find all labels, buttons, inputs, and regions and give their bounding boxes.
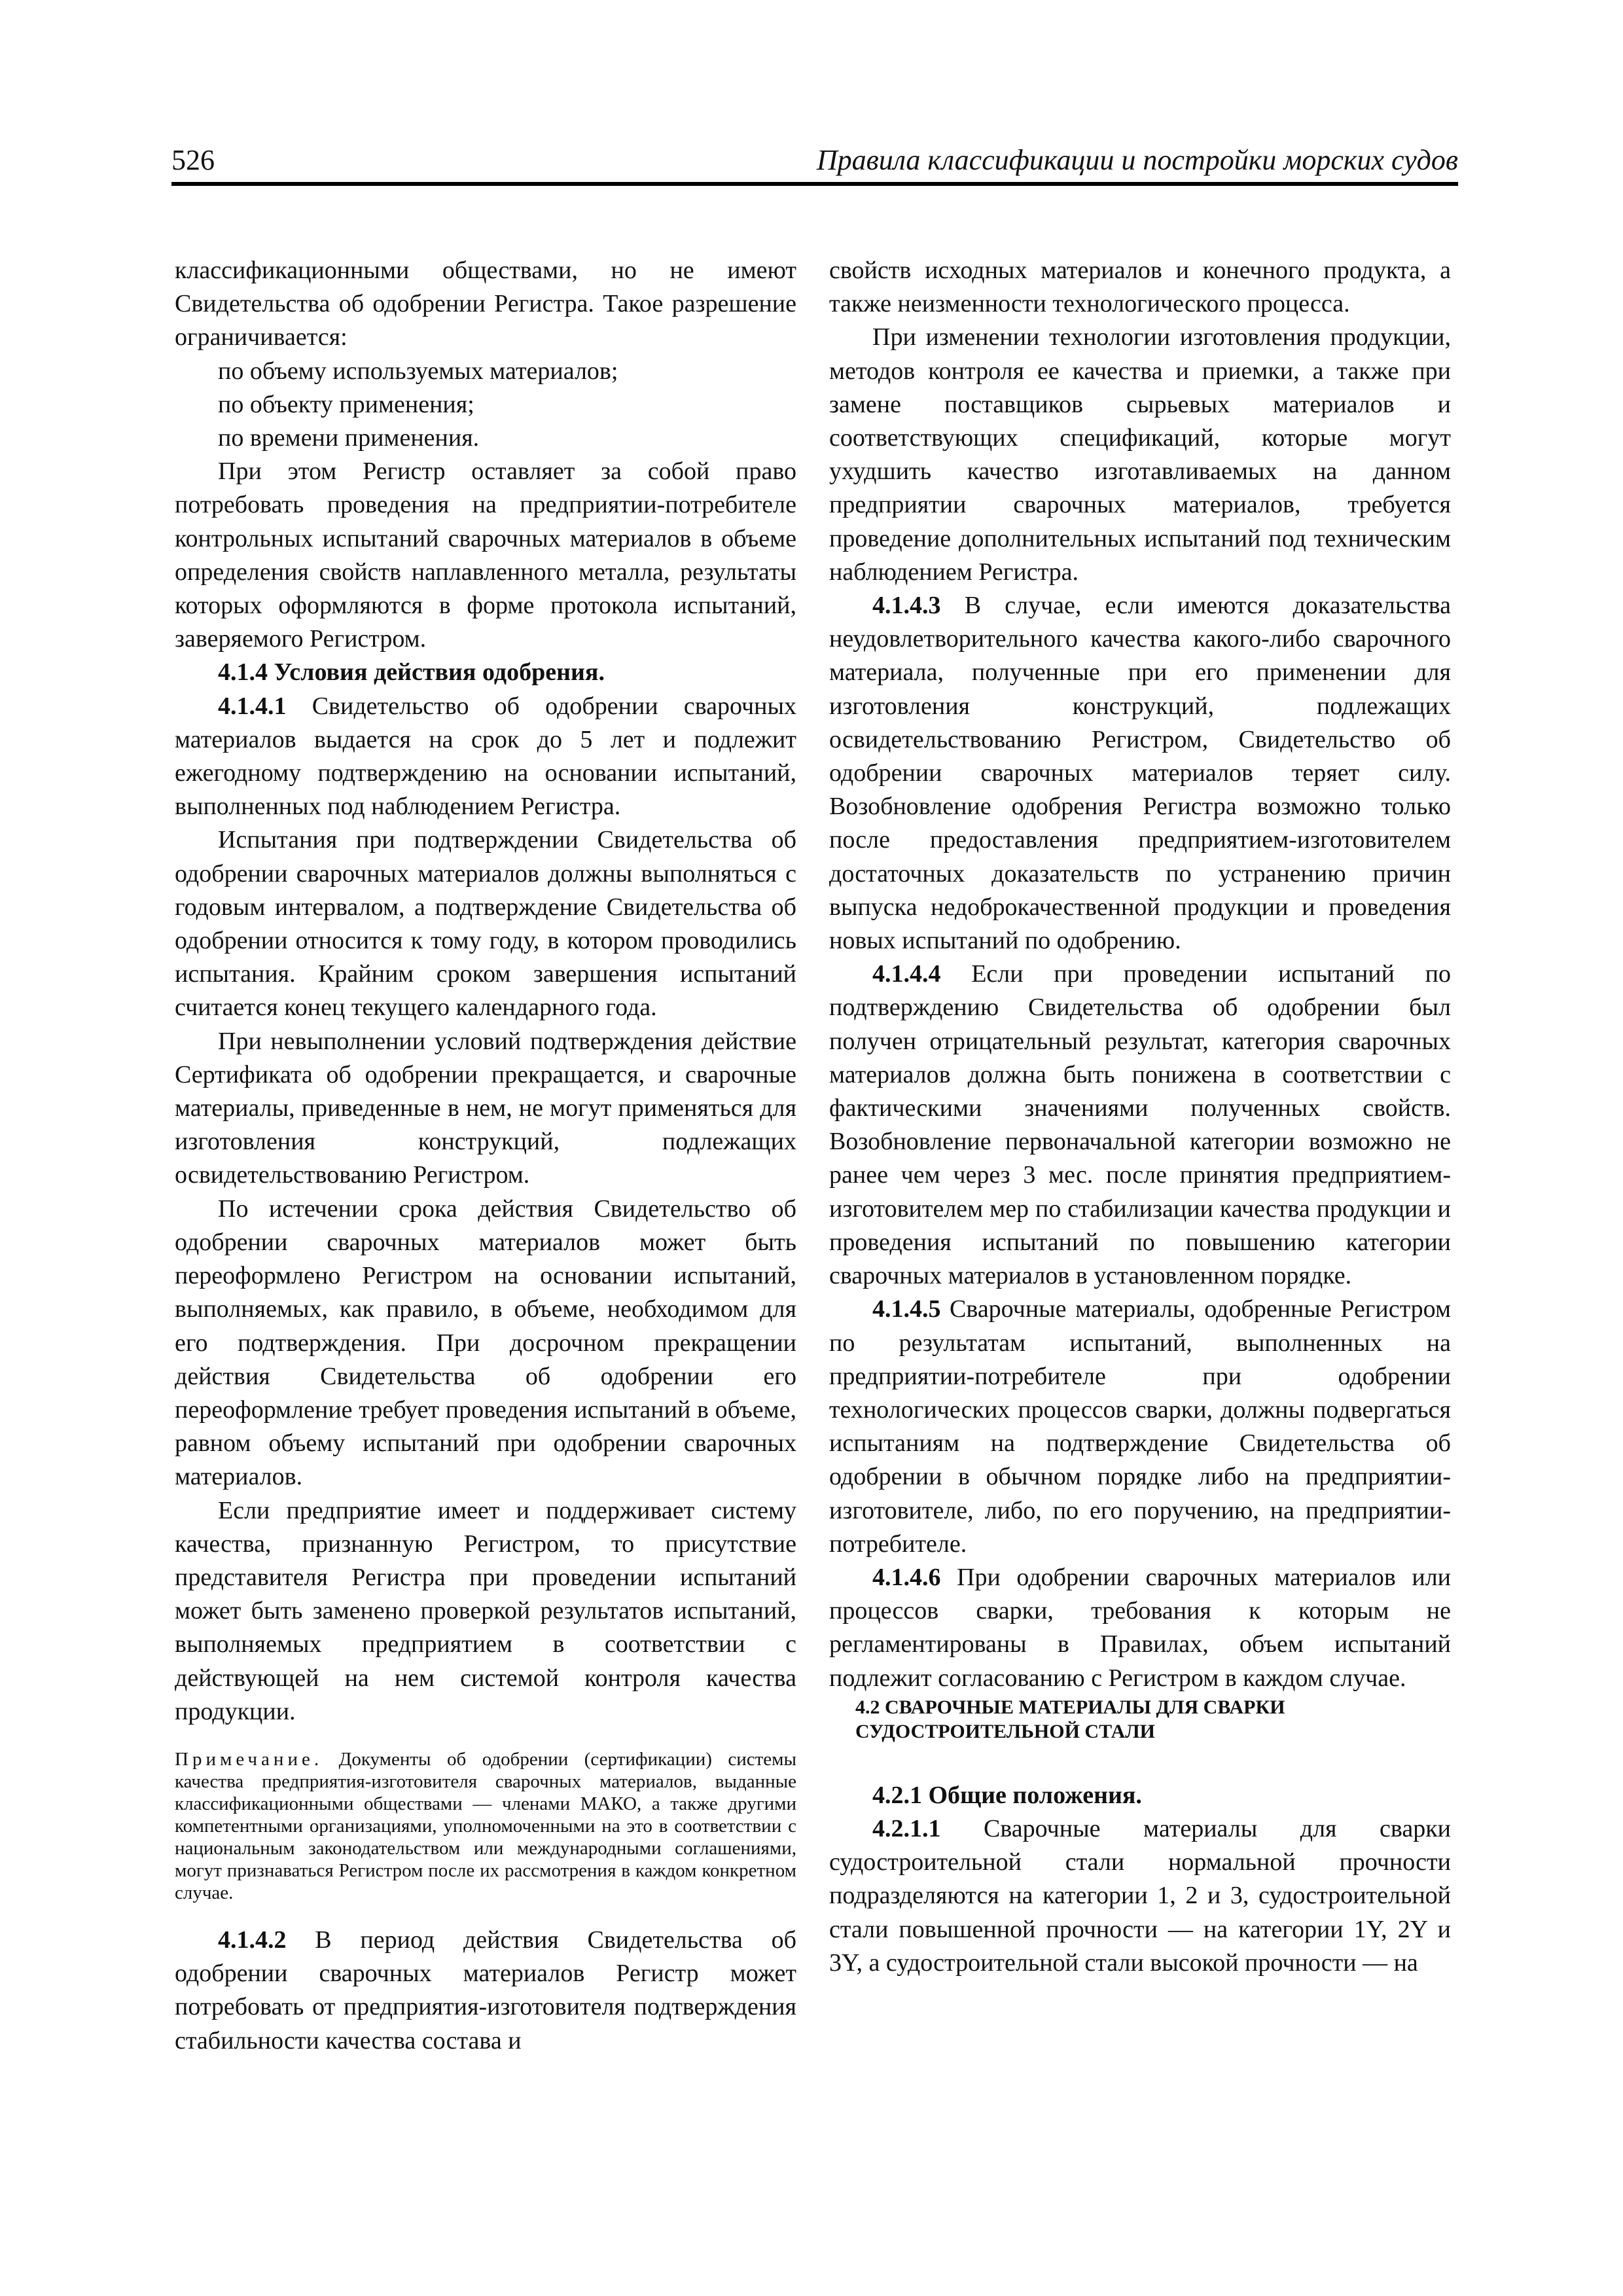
clause-text: В случае, если имеются доказательства неудовлетворительного качества какого-либо сварочного материала, полученные при его применении для изготовления конструкций, подлежащих освидетельствованию Регистром, Свидетельство об одобрении сварочных материалов теряет силу. Возобновление одобрения Регистра возможно только после предоставления предприятием-изготовителем достаточных доказательств по устранению причин выпуска недоброкачественной продукции и проведения новых испытаний по одобрению. — [829, 592, 1451, 955]
right-column — [829, 254, 1451, 1980]
section-title-line: СУДОСТРОИТЕЛЬНОЙ СТАЛИ — [855, 1720, 1155, 1742]
clause-4-1-4-4 — [829, 958, 1451, 1293]
clause-number: 4.1.4.3 — [872, 592, 941, 620]
list-item: по объему используемых материалов; — [218, 357, 618, 385]
clause-4-1-4-5 — [829, 1293, 1451, 1561]
clause-number: 4.1.4.5 — [872, 1295, 941, 1323]
clause-text: При одобрении сварочных материалов или процессов сварки, требования к которым не регламентированы в Правилах, объем испытаний подлежит согласованию с Регистром в каждом случае. — [829, 1563, 1451, 1692]
note-label: Примечание. — [175, 1748, 323, 1770]
paragraph: При невыполнении условий подтверждения действие Сертификата об одобрении прекращается, и сварочные материалы, приведенные в нем, не могут применяться для изготовления конструкций, подлежащих освидетельствованию Регистром. — [175, 1027, 796, 1189]
clause-number: 4.1.4.4 — [872, 960, 941, 988]
section-title-4-2 — [829, 1695, 1451, 1744]
paragraph: При изменении технологии изготовления продукции, методов контроля ее качества и приемки, а также при замене поставщиков сырьевых материалов и соответствующих спецификаций, которые могут ухудшить качество изготавливаемых на данном предприятии сварочных материалов, требуется проведение дополнительных испытаний под техническим наблюдением Регистра. — [829, 323, 1451, 586]
paragraph: Если предприятие имеет и поддерживает систему качества, признанную Регистром, то присутствие представителя Регистра при проведении испытаний может быть заменено проверкой результатов испытаний, выполняемых предприятием в соответствии с действующей на нем системой контроля качества продукции. — [175, 1496, 796, 1725]
clause-4-1-4-1 — [175, 690, 796, 824]
clause-4-1-4-3 — [829, 589, 1451, 958]
clause-text: Свидетельство об одобрении сварочных материалов выдается на срок до 5 лет и подлежит ежегодному подтверждению на основании испытаний, выполненных под наблюдением Регистра. — [175, 692, 796, 821]
clause-number: 4.2.1.1 — [872, 1814, 941, 1842]
clause-text: Сварочные материалы, одобренные Регистром по результатам испытаний, выполненных на предприятии-потребителе при одобрении технологических процессов сварки, должны подвергаться испытаниям на подтверждение Свидетельства об одобрении в обычном порядке либо на предприятии-изготовителе, либо, по его поручению, на предприятии-потребителе. — [829, 1295, 1451, 1558]
clause-text: Сварочные материалы для сварки судостроительной стали нормальной прочности подразделяются на категории 1, 2 и 3, судостроительной стали повышенной прочности — на категории 1Y, 2Y и 3Y, а судостроительной стали высокой прочности — на — [829, 1814, 1451, 1977]
section-title-line: 4.2 СВАРОЧНЫЕ МАТЕРИАЛЫ ДЛЯ СВАРКИ — [855, 1696, 1285, 1718]
clause-4-1-4-6 — [829, 1561, 1451, 1695]
list-item: по времени применения. — [218, 424, 480, 452]
clause-number: 4.1.4.1 — [218, 692, 287, 720]
section-heading-4-1-4: 4.1.4 Условия действия одобрения. — [218, 658, 605, 687]
note — [175, 1748, 796, 1904]
clause-4-2-1-1 — [829, 1812, 1451, 1980]
page-header — [171, 143, 1458, 186]
paragraph: Испытания при подтверждении Свидетельства об одобрении сварочных материалов должны выполняться с годовым интервалом, а подтверждение Свидетельства об одобрении относится к тому году, в котором проводились испытания. Крайним сроком завершения испытаний считается конец текущего календарного года. — [175, 826, 796, 1022]
paragraph: По истечении срока действия Свидетельство об одобрении сварочных материалов может быть переоформлено Регистром на основании испытаний, выполняемых, как правило, в объеме, необходимом для его подтверждения. При досрочном прекращении действия Свидетельства об одобрении его переоформление требует проведения испытаний в объеме, равном объему испытаний при одобрении сварочных материалов. — [175, 1194, 796, 1491]
clause-text: В период действия Свидетельства об одобрении сварочных материалов Регистр может потребовать от предприятия-изготовителя подтверждения стабильности качества состава и — [175, 1926, 796, 2054]
page-number: 526 — [171, 144, 215, 176]
clause-text: Если при проведении испытаний по подтверждению Свидетельства об одобрении был получен отрицательный результат, категория сварочных материалов должна быть понижена в соответствии с фактическими значениями полученных свойств. Возобновление первоначальной категории возможно не ранее чем через 3 мес. после принятия предприятием-изготовителем мер по стабилизации качества продукции и проведения испытаний по повышению категории сварочных материалов в установленном порядке. — [829, 960, 1452, 1290]
paragraph: При этом Регистр оставляет за собой право потребовать проведения на предприятии-потребителе контрольных испытаний сварочных материалов в объеме определения свойств наплавленного металла, результаты которых оформляются в форме протокола испытаний, заверяемого Регистром. — [175, 457, 796, 653]
running-title: Правила классификации и постройки морских судов — [816, 144, 1458, 176]
note-text: Документы об одобрении (сертификации) системы качества предприятия-изготовителя сварочных материалов, выданные классификационными обществами — членами МАКО, а также другими компетентными организациями, уполномоченными на это в соответствии с национальным законодательством или международными соглашениями, могут признаваться Регистром после их рассмотрения в каждом конкретном случае. — [175, 1748, 796, 1903]
list-item: по объекту применения; — [218, 390, 474, 418]
section-heading-4-2-1: 4.2.1 Общие положения. — [872, 1781, 1142, 1809]
clause-number: 4.1.4.2 — [218, 1926, 287, 1954]
left-column — [175, 254, 796, 2058]
clause-4-1-4-2 — [175, 1924, 796, 2058]
clause-number: 4.1.4.6 — [872, 1563, 941, 1591]
paragraph: классификационными обществами, но не имеют Свидетельства об одобрении Регистра. Такое разрешение ограничивается: — [175, 257, 796, 351]
paragraph: свойств исходных материалов и конечного продукта, а также неизменности технологического процесса. — [829, 257, 1451, 318]
